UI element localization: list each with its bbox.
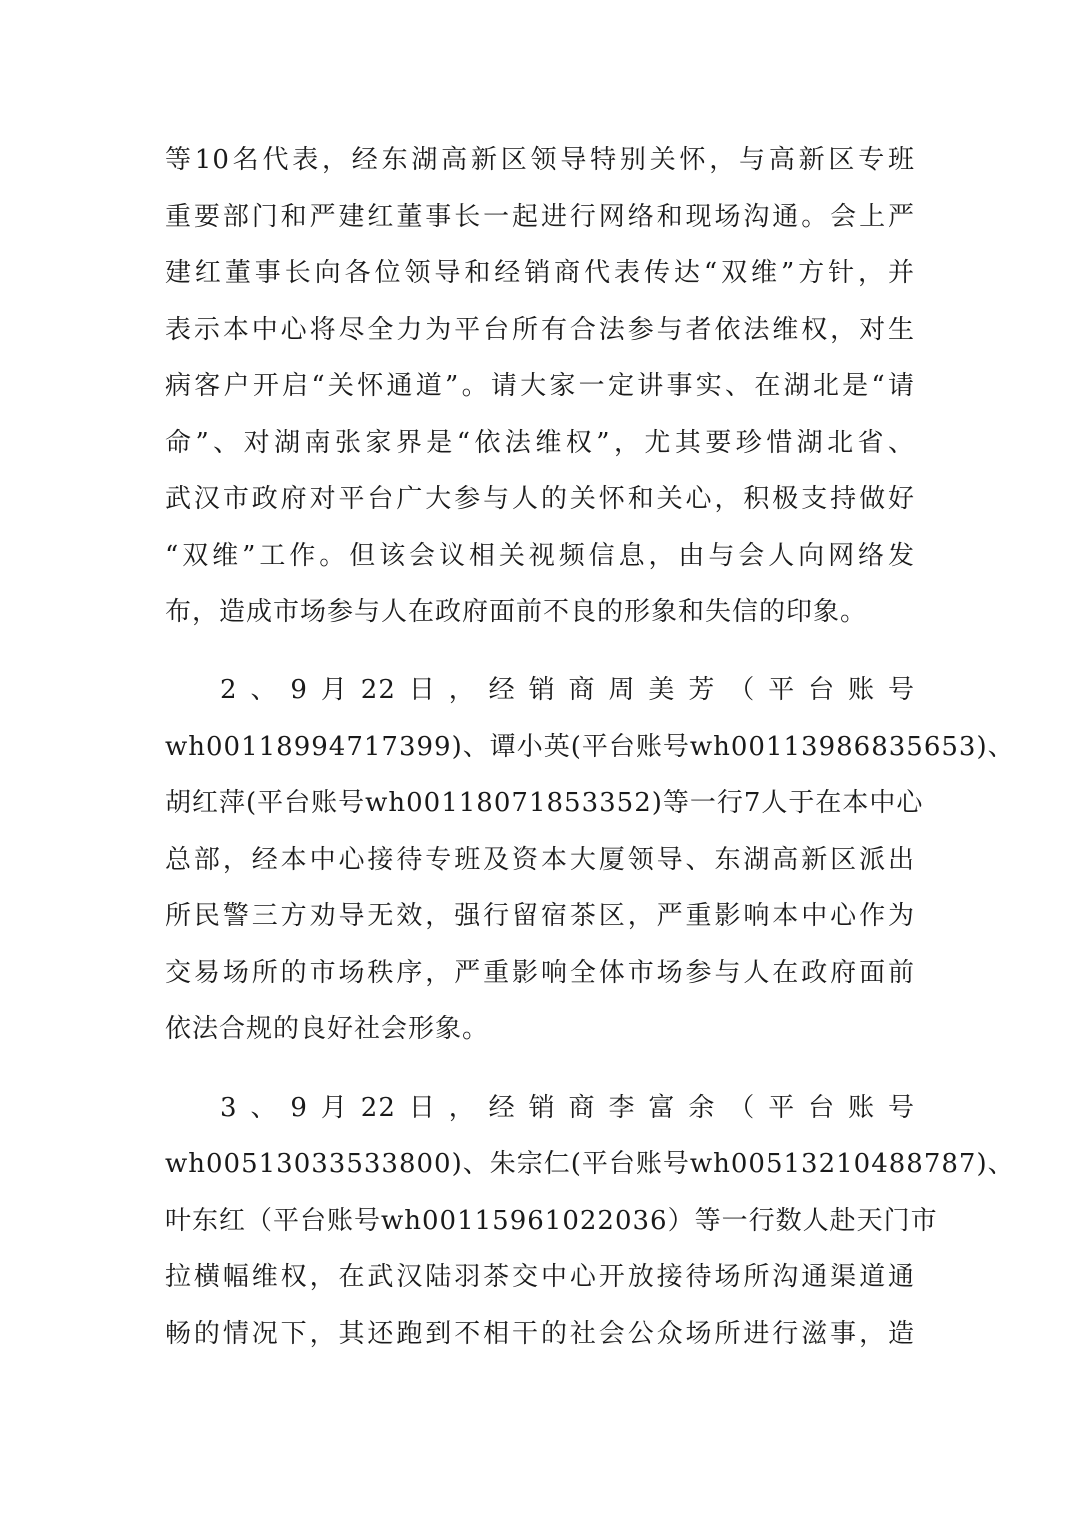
text-line: wh00513033533800)、朱宗仁(平台账号wh00513210488787)、 xyxy=(165,1149,1015,1179)
text-line: 交易场所的市场秩序，严重影响全体市场参与人在政府面前 xyxy=(165,958,915,988)
text-line: 所民警三方劝导无效，强行留宿茶区，严重影响本中心作为 xyxy=(165,901,915,931)
text-line: 叶东红（平台账号wh00115961022036）等一行数人赴天门市 xyxy=(165,1206,938,1236)
text-line: 武汉市政府对平台广大参与人的关怀和关心，积极支持做好 xyxy=(165,484,915,514)
text-line: 重要部门和严建红董事长一起进行网络和现场沟通。会上严 xyxy=(165,202,915,232)
text-line: 总部，经本中心接待专班及资本大厦领导、东湖高新区派出 xyxy=(165,845,915,875)
text-line: 胡红萍(平台账号wh00118071853352)等一行7人于在本中心 xyxy=(165,788,924,818)
text-line: “双维”工作。但该会议相关视频信息，由与会人向网络发 xyxy=(165,541,915,571)
text-line: wh00118994717399)、谭小英(平台账号wh00113986835653)、 xyxy=(165,732,1015,762)
text-line: 建红董事长向各位领导和经销商代表传达“双维”方针，并 xyxy=(165,258,915,288)
text-line: 表示本中心将尽全力为平台所有合法参与者依法维权，对生 xyxy=(165,315,915,345)
text-line: 布，造成市场参与人在政府面前不良的形象和失信的印象。 xyxy=(165,597,868,627)
text-line: 3、9月22日，经销商李富余（平台账号 xyxy=(220,1093,915,1123)
text-line: 等10名代表，经东湖高新区领导特别关怀，与高新区专班 xyxy=(165,145,915,175)
text-line: 2、9月22日，经销商周美芳（平台账号 xyxy=(220,675,915,705)
text-line: 病客户开启“关怀通道”。请大家一定讲事实、在湖北是“请 xyxy=(165,371,915,401)
text-line: 命”、对湖南张家界是“依法维权”，尤其要珍惜湖北省、 xyxy=(165,428,915,458)
text-line: 畅的情况下，其还跑到不相干的社会公众场所进行滋事，造 xyxy=(165,1319,915,1349)
text-line: 依法合规的良好社会形象。 xyxy=(165,1014,490,1044)
text-line: 拉横幅维权，在武汉陆羽茶交中心开放接待场所沟通渠道通 xyxy=(165,1262,915,1292)
